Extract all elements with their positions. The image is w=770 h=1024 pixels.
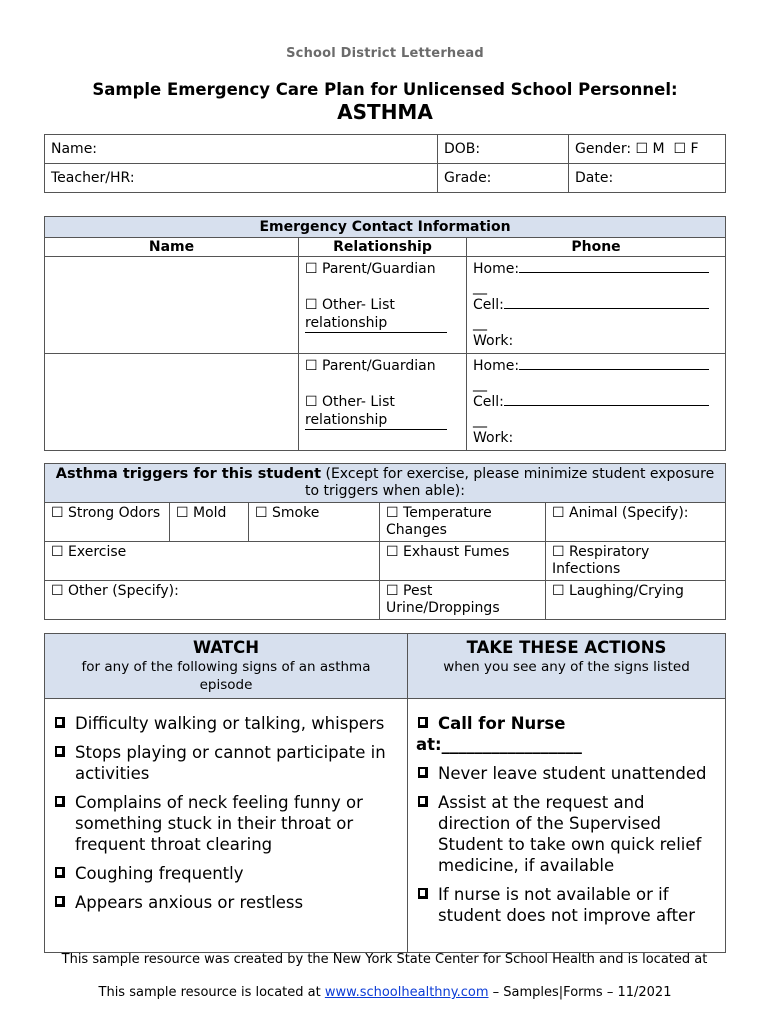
grade-field[interactable] bbox=[438, 164, 569, 193]
watch-item-text: Stops playing or cannot participate in activities bbox=[75, 743, 386, 783]
watch-item-text: Complains of neck feeling funny or something stuck in their throat or frequent throat clearing bbox=[75, 793, 363, 854]
dob-label: DOB: bbox=[444, 141, 481, 157]
home-phone-field[interactable] bbox=[519, 369, 709, 370]
dob-field[interactable] bbox=[438, 135, 569, 164]
trigger-label: Laughing/Crying bbox=[569, 583, 684, 599]
asthma-triggers-table bbox=[44, 463, 726, 620]
checkbox-icon[interactable] bbox=[55, 867, 65, 878]
watch-item-text: Difficulty walking or talking, whispers bbox=[75, 714, 385, 733]
trigger-smoke[interactable] bbox=[249, 503, 380, 542]
footer-prefix: This sample resource is located at bbox=[98, 985, 321, 1000]
student-info-table bbox=[44, 134, 726, 193]
name-field[interactable] bbox=[45, 135, 438, 164]
checkbox[interactable]: ☐ bbox=[552, 505, 565, 521]
action-item-text: Never leave student unattended bbox=[438, 764, 707, 783]
schoolhealthny-link[interactable]: www.schoolhealthny.com bbox=[324, 985, 489, 1000]
trigger-other[interactable] bbox=[45, 581, 380, 620]
contact-phone-header: Phone bbox=[467, 238, 726, 257]
trigger-label: Mold bbox=[193, 505, 227, 521]
trigger-animal[interactable] bbox=[546, 503, 726, 542]
checkbox-icon[interactable] bbox=[55, 717, 65, 728]
emergency-contact-table bbox=[44, 216, 726, 451]
action-item bbox=[416, 792, 717, 876]
gender-m-checkbox[interactable]: ☐ bbox=[635, 141, 649, 157]
checkbox[interactable]: ☐ bbox=[386, 583, 399, 599]
call-nurse-text: Call for Nurse at:_________________ bbox=[416, 714, 582, 754]
footer-source bbox=[0, 985, 770, 1000]
action-item bbox=[416, 763, 717, 784]
gender-field bbox=[569, 135, 726, 164]
checkbox-icon[interactable] bbox=[418, 888, 428, 899]
home-phone-label: Home: bbox=[473, 261, 520, 277]
work-phone-label: Work: bbox=[473, 430, 514, 446]
trigger-respiratory[interactable] bbox=[546, 542, 726, 581]
letterhead: School District Letterhead bbox=[286, 46, 484, 61]
parent-guardian-label: Parent/Guardian bbox=[322, 261, 436, 277]
checkbox[interactable]: ☐ bbox=[51, 583, 64, 599]
other-list-label: Other- List bbox=[322, 297, 395, 313]
cell-phone-field[interactable] bbox=[504, 308, 709, 309]
line-wrap: __ bbox=[473, 412, 487, 428]
checkbox-icon[interactable] bbox=[55, 896, 65, 907]
trigger-label: Smoke bbox=[272, 505, 320, 521]
document-title: Sample Emergency Care Plan for Unlicensed School Personnel: bbox=[92, 80, 678, 99]
contact-1-relationship bbox=[299, 257, 467, 354]
triggers-heading-bold: Asthma triggers for this student bbox=[55, 466, 322, 482]
watch-signs-list bbox=[45, 699, 408, 953]
trigger-label: Exercise bbox=[68, 544, 127, 560]
contact-2-relationship bbox=[299, 354, 467, 451]
footer-credit: This sample resource was created by the New York State Center for School Health and is located at bbox=[61, 952, 708, 967]
trigger-label: Respiratory Infections bbox=[552, 544, 650, 577]
relationship-label[interactable]: relationship bbox=[305, 411, 447, 430]
line-wrap: __ bbox=[473, 279, 487, 295]
trigger-label: Temperature Changes bbox=[386, 505, 492, 538]
date-label: Date: bbox=[575, 170, 614, 186]
watch-subtitle: for any of the following signs of an asthma episode bbox=[81, 659, 371, 693]
trigger-laughing[interactable] bbox=[546, 581, 726, 620]
cell-phone-label: Cell: bbox=[473, 394, 504, 410]
parent-guardian-checkbox[interactable]: ☐ bbox=[305, 261, 318, 277]
contact-1-name-field[interactable] bbox=[45, 257, 299, 354]
watch-header bbox=[45, 634, 408, 699]
call-nurse-item bbox=[416, 713, 717, 755]
cell-phone-label: Cell: bbox=[473, 297, 504, 313]
grade-label: Grade: bbox=[444, 170, 492, 186]
trigger-pest[interactable] bbox=[380, 581, 546, 620]
trigger-label: Strong Odors bbox=[68, 505, 161, 521]
contact-1-phone bbox=[467, 257, 726, 354]
other-list-label: Other- List bbox=[322, 394, 395, 410]
watch-item bbox=[53, 792, 399, 855]
date-field[interactable] bbox=[569, 164, 726, 193]
home-phone-field[interactable] bbox=[519, 272, 709, 273]
action-item-text: Assist at the request and direction of the Supervised Student to take own quick relief medicine, if available bbox=[438, 793, 702, 875]
trigger-label: Exhaust Fumes bbox=[403, 544, 510, 560]
action-item-text: If nurse is not available or if student does not improve after bbox=[438, 885, 695, 925]
checkbox-icon[interactable] bbox=[418, 717, 428, 728]
action-item bbox=[416, 884, 717, 926]
parent-guardian-label: Parent/Guardian bbox=[322, 358, 436, 374]
cell-phone-field[interactable] bbox=[504, 405, 709, 406]
gender-f-label: F bbox=[690, 141, 699, 157]
contact-2-name-field[interactable] bbox=[45, 354, 299, 451]
name-label: Name: bbox=[51, 141, 98, 157]
footer-suffix: – Samples|Forms – 11/2021 bbox=[492, 985, 672, 1000]
actions-list bbox=[408, 699, 726, 953]
contact-name-header: Name bbox=[45, 238, 299, 257]
checkbox[interactable]: ☐ bbox=[255, 505, 268, 521]
actions-title: TAKE THESE ACTIONS bbox=[466, 638, 667, 657]
actions-subtitle: when you see any of the signs listed bbox=[443, 659, 690, 675]
checkbox[interactable]: ☐ bbox=[386, 544, 399, 560]
watch-item bbox=[53, 742, 399, 784]
checkbox[interactable]: ☐ bbox=[552, 544, 565, 560]
line-wrap: __ bbox=[473, 376, 487, 392]
contact-2-phone bbox=[467, 354, 726, 451]
gender-label: Gender: bbox=[575, 141, 632, 157]
trigger-mold[interactable] bbox=[170, 503, 249, 542]
trigger-label: Other (Specify): bbox=[68, 583, 179, 599]
checkbox-icon[interactable] bbox=[418, 767, 428, 778]
contact-relationship-header: Relationship bbox=[299, 238, 467, 257]
teacher-label: Teacher/HR: bbox=[51, 170, 135, 186]
watch-actions-table bbox=[44, 633, 726, 953]
actions-header bbox=[408, 634, 726, 699]
trigger-exercise[interactable] bbox=[45, 542, 380, 581]
watch-title: WATCH bbox=[192, 638, 260, 657]
checkbox[interactable]: ☐ bbox=[386, 505, 399, 521]
watch-item-text: Appears anxious or restless bbox=[75, 893, 304, 912]
relationship-label[interactable]: relationship bbox=[305, 314, 447, 333]
checkbox-icon[interactable] bbox=[55, 746, 65, 757]
emergency-contact-heading: Emergency Contact Information bbox=[45, 217, 726, 238]
trigger-label: Pest Urine/Droppings bbox=[386, 583, 500, 616]
checkbox[interactable]: ☐ bbox=[176, 505, 189, 521]
gender-f-checkbox[interactable]: ☐ bbox=[673, 141, 687, 157]
home-phone-label: Home: bbox=[473, 358, 520, 374]
line-wrap: __ bbox=[473, 315, 487, 331]
work-phone-label: Work: bbox=[473, 333, 514, 349]
trigger-temperature[interactable] bbox=[380, 503, 546, 542]
parent-guardian-checkbox[interactable]: ☐ bbox=[305, 358, 318, 374]
watch-item-text: Coughing frequently bbox=[75, 864, 244, 883]
checkbox-icon[interactable] bbox=[55, 796, 65, 807]
other-relationship-checkbox[interactable]: ☐ bbox=[305, 297, 318, 313]
gender-m-label: M bbox=[652, 141, 665, 157]
checkbox-icon[interactable] bbox=[418, 796, 428, 807]
watch-item bbox=[53, 863, 399, 884]
triggers-heading bbox=[45, 464, 726, 503]
checkbox[interactable]: ☐ bbox=[51, 544, 64, 560]
teacher-field[interactable] bbox=[45, 164, 438, 193]
watch-item bbox=[53, 713, 399, 734]
trigger-strong-odors[interactable] bbox=[45, 503, 170, 542]
triggers-heading-note: (Except for exercise, please minimize student exposure to triggers when able): bbox=[305, 466, 715, 499]
document-subtitle: ASTHMA bbox=[337, 100, 433, 124]
checkbox[interactable]: ☐ bbox=[552, 583, 565, 599]
other-relationship-checkbox[interactable]: ☐ bbox=[305, 394, 318, 410]
watch-item bbox=[53, 892, 399, 913]
checkbox[interactable]: ☐ bbox=[51, 505, 64, 521]
trigger-label: Animal (Specify): bbox=[569, 505, 689, 521]
trigger-exhaust[interactable] bbox=[380, 542, 546, 581]
